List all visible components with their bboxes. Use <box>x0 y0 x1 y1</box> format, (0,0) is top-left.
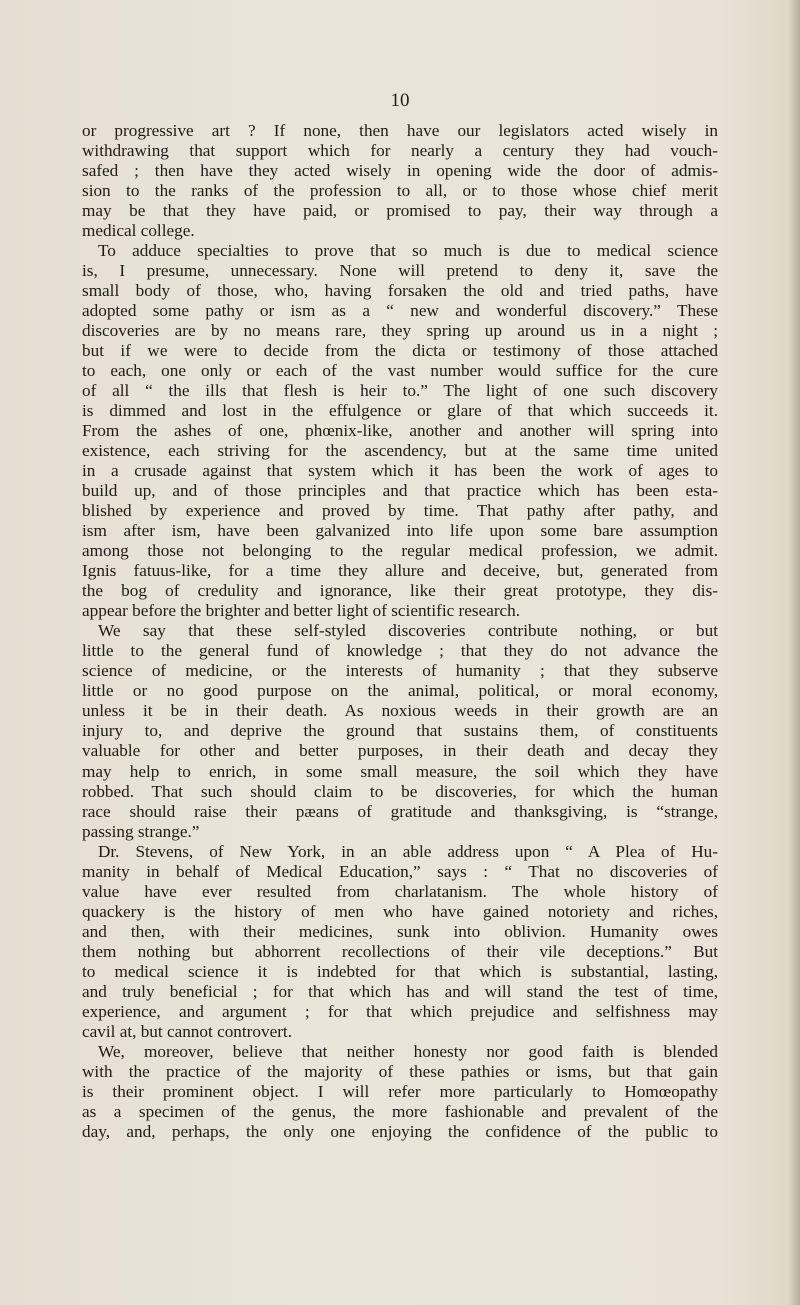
body-text <box>82 121 718 1142</box>
text-line: the bog of credulity and ignorance, like their great prototype, they dis- <box>82 581 718 601</box>
text-line: quackery is the history of men who have gained notoriety and riches, <box>82 901 718 921</box>
text-line: day, and, perhaps, the only one enjoying the confidence of the public to <box>82 1121 718 1141</box>
text-line: value have ever resulted from charlatanism. The whole history of <box>82 881 718 901</box>
text-line: and then, with their medicines, sunk into oblivion. Humanity owes <box>82 921 718 941</box>
text-line: science of medicine, or the interests of humanity ; that they subserve <box>82 661 718 681</box>
text-line: Dr. Stevens, of New York, in an able address upon “ A Plea of Hu- <box>98 841 718 861</box>
text-line: them nothing but abhorrent recollections of their vile deceptions.” But <box>82 941 718 961</box>
text-line: robbed. That such should claim to be discoveries, for which the human <box>82 781 718 801</box>
text-line: build up, and of those principles and that practice which has been esta- <box>82 481 718 501</box>
text-line: discoveries are by no means rare, they spring up around us in a night ; <box>82 321 718 341</box>
text-line: and truly beneficial ; for that which has and will stand the test of time, <box>82 981 718 1001</box>
text-line: small body of those, who, having forsaken the old and tried paths, have <box>82 281 718 301</box>
text-line: valuable for other and better purposes, in their death and decay they <box>82 741 718 761</box>
text-line: but if we were to decide from the dicta or testimony of those attached <box>82 341 718 361</box>
text-line: with the practice of the majority of these pathies or isms, but that gain <box>82 1061 718 1081</box>
text-line: race should raise their pæans of gratitude and thanksgiving, is “strange, <box>82 801 718 821</box>
text-line: injury to, and deprive the ground that sustains them, of constituents <box>82 721 718 741</box>
text-line: passing strange.” <box>82 821 200 841</box>
text-line: as a specimen of the genus, the more fashionable and prevalent of the <box>82 1101 718 1121</box>
text-line: in a crusade against that system which it has been the work of ages to <box>82 461 718 481</box>
text-line: blished by experience and proved by time. That pathy after pathy, and <box>82 501 718 521</box>
text-line: sion to the ranks of the profession to all, or to those whose chief merit <box>82 181 718 201</box>
text-line: little to the general fund of knowledge ; that they do not advance the <box>82 641 718 661</box>
text-line: is their prominent object. I will refer more particularly to Homœopathy <box>82 1081 718 1101</box>
text-line: may be that they have paid, or promised to pay, their way through a <box>82 201 718 221</box>
text-line: existence, each striving for the ascendency, but at the same time united <box>82 441 718 461</box>
text-line: adopted some pathy or ism as a “ new and wonderful discovery.” These <box>82 301 718 321</box>
text-line: to medical science it is indebted for that which is substantial, lasting, <box>82 961 718 981</box>
text-line: medical college. <box>82 221 195 241</box>
text-line: appear before the brighter and better light of scientific research. <box>82 601 521 621</box>
text-line: among those not belonging to the regular medical profession, we admit. <box>82 541 718 561</box>
text-line: little or no good purpose on the animal, political, or moral economy, <box>82 681 718 701</box>
text-line: We say that these self-styled discoveries contribute nothing, or but <box>98 621 718 641</box>
text-line: safed ; then have they acted wisely in opening wide the door of admis- <box>82 161 718 181</box>
text-line: is, I presume, unnecessary. None will pretend to deny it, save the <box>82 261 718 281</box>
text-line: of all “ the ills that flesh is heir to.” The light of one such discovery <box>82 381 718 401</box>
text-line: or progressive art ? If none, then have our legislators acted wisely in <box>82 121 718 140</box>
text-line: to each, one only or each of the vast number would suffice for the cure <box>82 361 718 381</box>
text-line: unless it be in their death. As noxious weeds in their growth are an <box>82 701 718 721</box>
page-number: 10 <box>390 90 410 111</box>
page-edge-shadow <box>788 0 800 1305</box>
text-line: withdrawing that support which for nearly a century they had vouch- <box>82 141 718 161</box>
text-line: cavil at, but cannot controvert. <box>82 1021 292 1041</box>
text-line: is dimmed and lost in the effulgence or glare of that which succeeds it. <box>82 401 718 421</box>
text-line: manity in behalf of Medical Education,” says : “ That no discoveries of <box>82 861 718 881</box>
text-line: We, moreover, believe that neither honesty nor good faith is blended <box>98 1041 718 1061</box>
text-line: experience, and argument ; for that which prejudice and selfishness may <box>82 1001 718 1021</box>
text-line: From the ashes of one, phœnix-like, another and another will spring into <box>82 421 718 441</box>
text-line: may help to enrich, in some small measure, the soil which they have <box>82 761 718 781</box>
text-line: ism after ism, have been galvanized into life upon some bare assumption <box>82 521 718 541</box>
text-line: To adduce specialties to prove that so much is due to medical science <box>98 241 718 261</box>
text-line: Ignis fatuus-like, for a time they allure and deceive, but, generated from <box>82 561 718 581</box>
